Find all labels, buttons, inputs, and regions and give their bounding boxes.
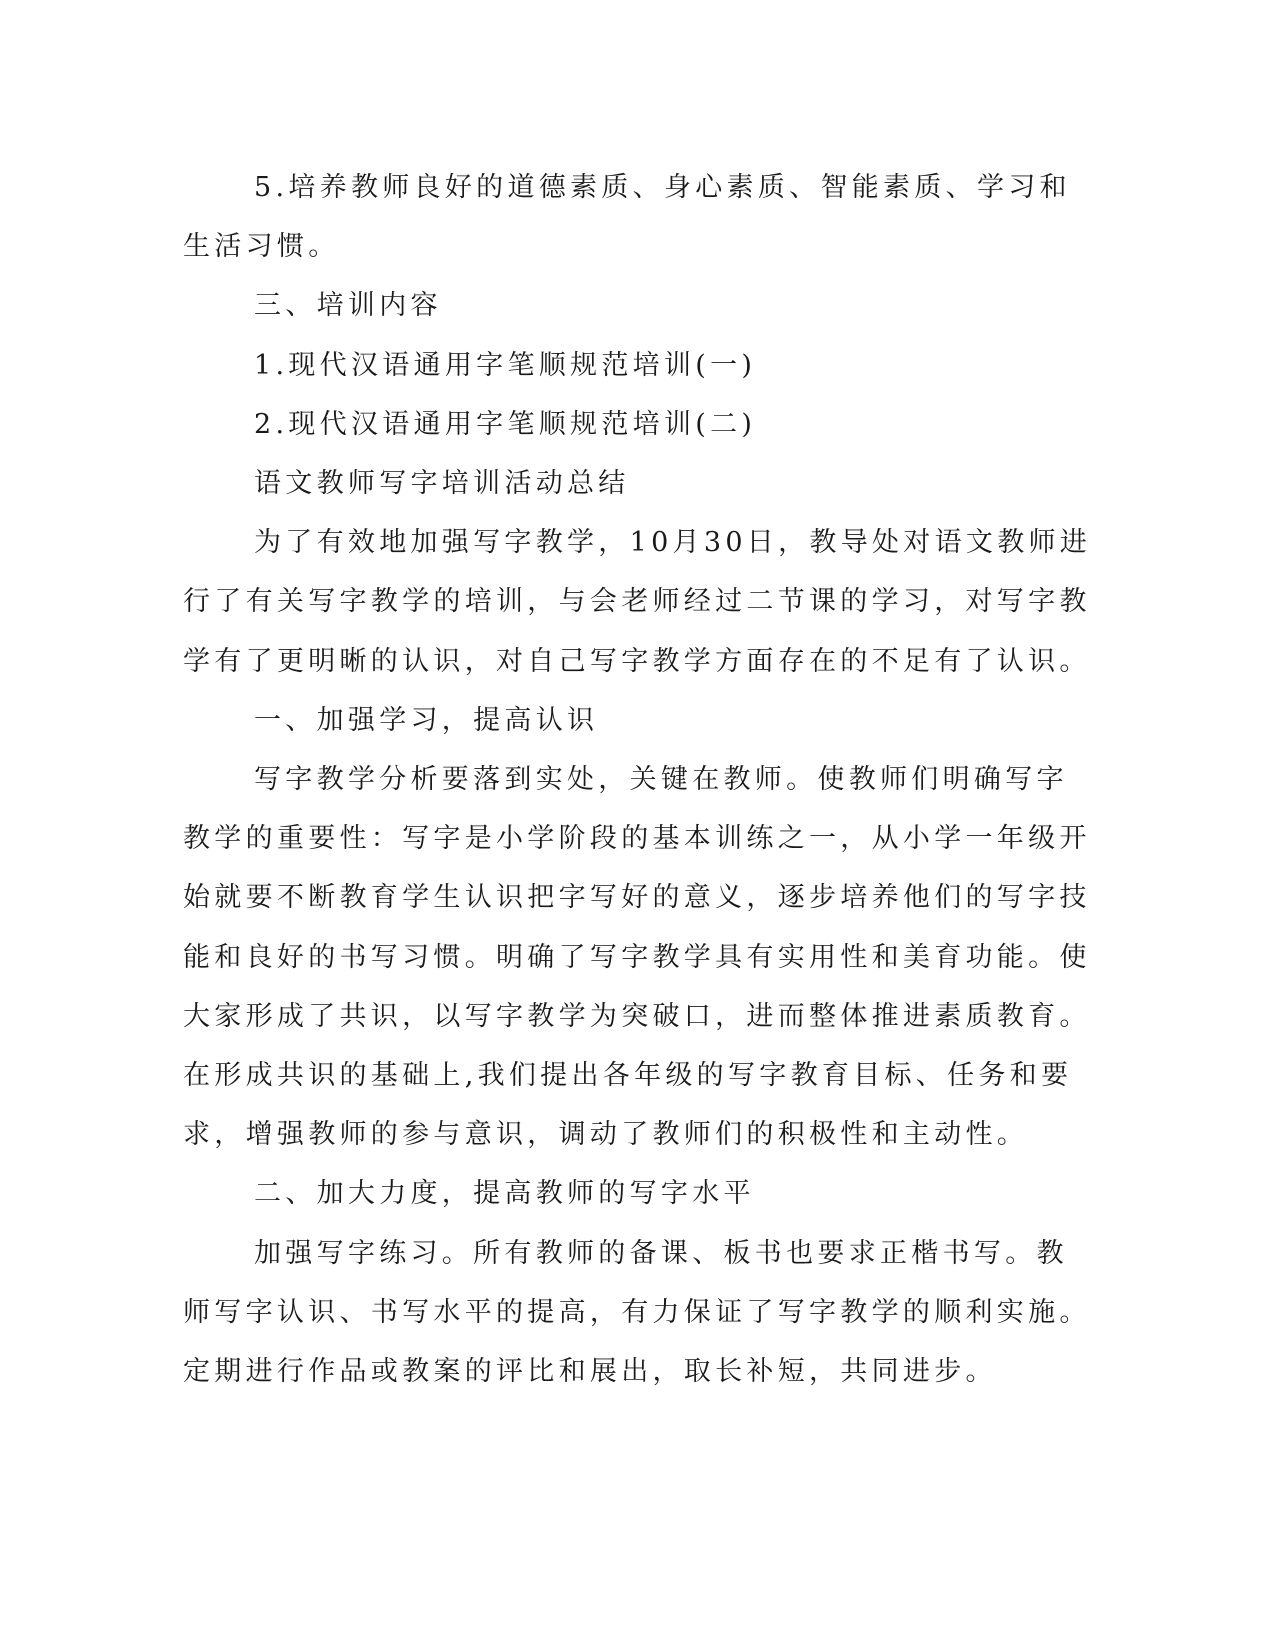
paragraph-practice: 加强写字练习。所有教师的备课、板书也要求正楷书写。教师写字认识、书写水平的提高，有力保证了写字教学的顺利实施。定期进行作品或教案的评比和展出，取长补短，共同进步。 [183, 1237, 1091, 1388]
list-item-stroke-order-1: 1.现代汉语通用字笔顺规范培训(一) [254, 349, 757, 381]
heading-strengthen-study: 一、加强学习，提高认识 [254, 704, 599, 736]
paragraph-intro: 为了有效地加强写字教学，10月30日，教导处对语文教师进行了有关写字教学的培训，与会老师经过二节课的学习，对写字教学有了更明晰的认识，对自己写字教学方面存在的不足有了认识。 [183, 527, 1092, 677]
heading-increase-effort: 二、加大力度，提高教师的写字水平 [254, 1178, 755, 1210]
list-item-stroke-order-2: 2.现代汉语通用字笔顺规范培训(二) [254, 408, 757, 440]
paragraph-habits: 5.培养教师良好的道德素质、身心素质、智能素质、学习和生活习惯。 [183, 172, 1071, 263]
section-title-summary: 语文教师写字培训活动总结 [254, 468, 630, 500]
paragraph-importance: 写字教学分析要落到实处，关键在教师。使教师们明确写字教学的重要性：写字是小学阶段的基本训练之一，从小学一年级开始就要不断教育学生认识把字写好的意义，逐步培养他们的写字技能和良好的书写习惯。明确了写字教学具有实用性和美育功能。使大家形成了共识，以写字教学为突破口，进而整体推进素质教育。在形成共识的基础上,我们提出各年级的写字教育目标、任务和要求，增强教师的参与意识，调动了教师们的积极性和主动性。 [183, 764, 1091, 1151]
document-body [183, 158, 1095, 1401]
heading-training-content: 三、培训内容 [254, 290, 442, 322]
